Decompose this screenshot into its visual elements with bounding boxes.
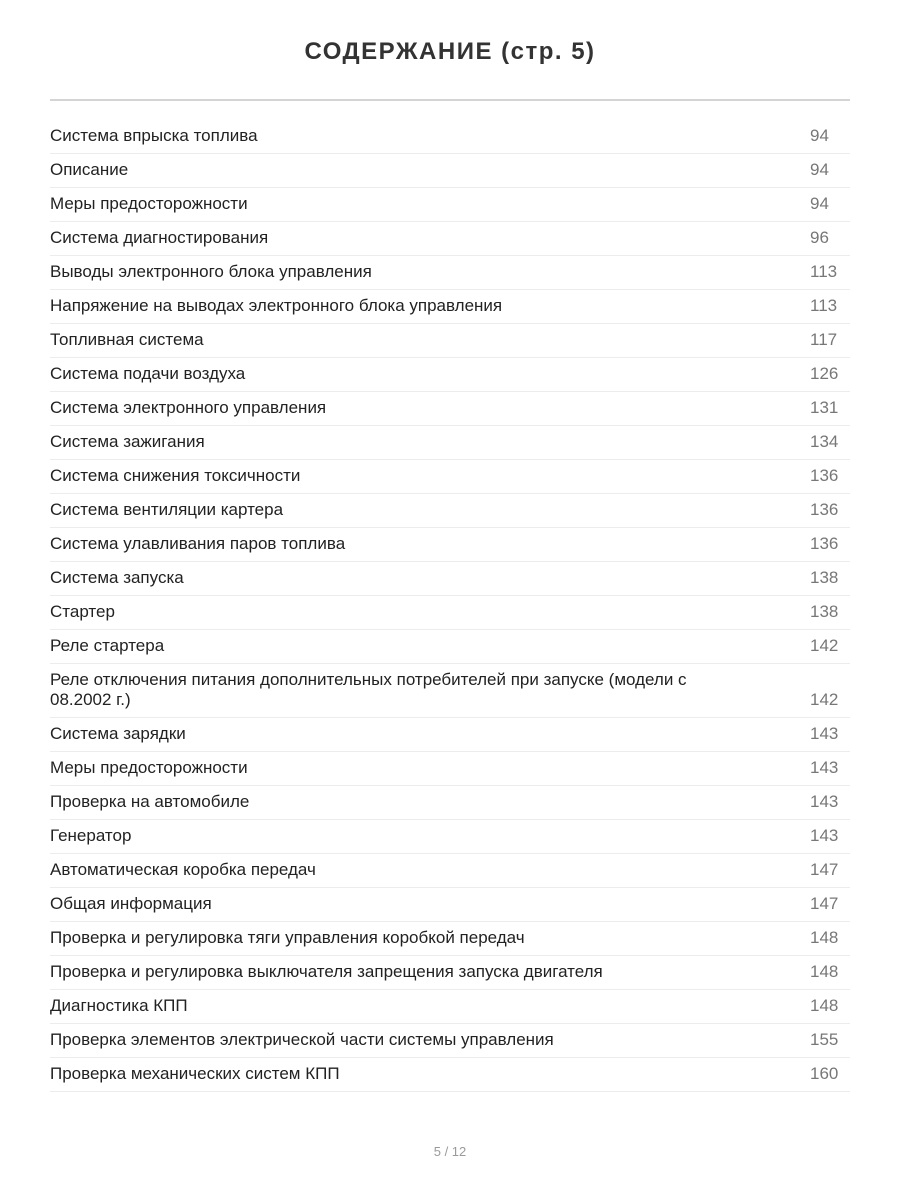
toc-entry[interactable] [50,596,850,630]
toc-entry-label[interactable]: Система подачи воздуха [50,364,246,383]
toc-entry-label[interactable]: Напряжение на выводах электронного блока управления [50,296,503,315]
toc-entry[interactable] [50,494,850,528]
toc-entry-page-number: 131 [810,398,839,417]
toc-entry-label[interactable]: Система электронного управления [50,398,327,417]
toc-entry[interactable] [50,922,850,956]
toc-entry-label[interactable]: Меры предосторожности [50,758,248,777]
toc-entry[interactable] [50,888,850,922]
toc-entry[interactable] [50,752,850,786]
toc-entry-label[interactable]: Проверка и регулировка выключателя запрещения запуска двигателя [50,962,603,981]
toc-entry-label[interactable]: Система зарядки [50,724,186,743]
toc-entry-label[interactable]: Автоматическая коробка передач [50,860,316,879]
page-number: 5 / 12 [433,1144,467,1159]
toc-entry-page-number: 136 [810,534,839,553]
toc-entry-page-number: 96 [810,228,829,247]
toc-entry[interactable] [50,562,850,596]
toc-entry-page-number: 148 [810,928,839,947]
toc-entry[interactable] [50,786,850,820]
toc-entry-page-number: 138 [810,602,839,621]
toc-entry-label[interactable]: Система зажигания [50,432,205,451]
toc-entry-label[interactable]: Система улавливания паров топлива [50,534,346,553]
toc-entry-label[interactable]: Реле отключения питания дополнительных потребителей при запуске (модели с 08.2002 г.) [50,670,687,709]
toc-entry[interactable] [50,718,850,752]
toc-entry-page-number: 160 [810,1064,839,1083]
toc-entry[interactable] [50,630,850,664]
toc-entry-page-number: 94 [810,194,829,213]
toc-entry[interactable] [50,256,850,290]
toc-entry-label[interactable]: Выводы электронного блока управления [50,262,372,281]
toc-entry-label[interactable]: Проверка механических систем КПП [50,1064,340,1083]
toc-entry-page-number: 126 [810,364,839,383]
toc-entry[interactable] [50,820,850,854]
toc-entry-page-number: 113 [810,262,838,281]
toc-entry[interactable] [50,426,850,460]
toc-entry-page-number: 94 [810,160,829,179]
toc-entry[interactable] [50,358,850,392]
title-divider [50,99,850,101]
toc-entry[interactable] [50,664,850,718]
toc-entry-page-number: 148 [810,962,839,981]
toc-entry-page-number: 143 [810,758,839,777]
toc-entry[interactable] [50,222,850,256]
toc-entry-page-number: 143 [810,724,839,743]
table-of-contents [50,120,850,1092]
toc-entry[interactable] [50,854,850,888]
toc-entry[interactable] [50,188,850,222]
toc-entry-label[interactable]: Стартер [50,602,115,621]
toc-entry-page-number: 94 [810,126,829,145]
toc-entry-page-number: 155 [810,1030,839,1049]
toc-entry-page-number: 143 [810,792,839,811]
toc-entry[interactable] [50,120,850,154]
toc-entry-label[interactable]: Проверка на автомобиле [50,792,250,811]
toc-entry-label[interactable]: Проверка и регулировка тяги управления коробкой передач [50,928,525,947]
toc-entry[interactable] [50,154,850,188]
toc-entry-page-number: 142 [810,690,839,709]
toc-entry-page-number: 136 [810,466,839,485]
toc-entry-label[interactable]: Проверка элементов электрической части системы управления [50,1030,554,1049]
toc-entry-page-number: 138 [810,568,839,587]
toc-entry[interactable] [50,1058,850,1092]
toc-entry-label[interactable]: Топливная система [50,330,204,349]
toc-entry-label[interactable]: Система впрыска топлива [50,126,258,145]
toc-entry-label[interactable]: Диагностика КПП [50,996,188,1015]
page-title: СОДЕРЖАНИЕ (стр. 5) [304,38,596,65]
toc-entry-page-number: 147 [810,894,839,913]
toc-entry-label[interactable]: Система снижения токсичности [50,466,301,485]
toc-entry[interactable] [50,528,850,562]
toc-entry[interactable] [50,990,850,1024]
toc-entry-label[interactable]: Система вентиляции картера [50,500,284,519]
toc-entry-label[interactable]: Меры предосторожности [50,194,248,213]
toc-entry[interactable] [50,460,850,494]
toc-entry-label[interactable]: Общая информация [50,894,212,913]
toc-entry[interactable] [50,956,850,990]
toc-entry-page-number: 148 [810,996,839,1015]
toc-entry-page-number: 143 [810,826,839,845]
toc-entry-label[interactable]: Описание [50,160,129,179]
toc-entry-label[interactable]: Реле стартера [50,636,165,655]
toc-entry[interactable] [50,1024,850,1058]
toc-entry[interactable] [50,324,850,358]
toc-entry-page-number: 142 [810,636,839,655]
toc-entry-label[interactable]: Генератор [50,826,132,845]
toc-entry-label[interactable]: Система диагностирования [50,228,269,247]
toc-entry[interactable] [50,392,850,426]
toc-entry-label[interactable]: Система запуска [50,568,184,587]
toc-entry-page-number: 147 [810,860,839,879]
toc-entry-page-number: 117 [810,330,838,349]
toc-entry[interactable] [50,290,850,324]
toc-entry-page-number: 134 [810,432,839,451]
toc-entry-page-number: 113 [810,296,838,315]
toc-entry-page-number: 136 [810,500,839,519]
